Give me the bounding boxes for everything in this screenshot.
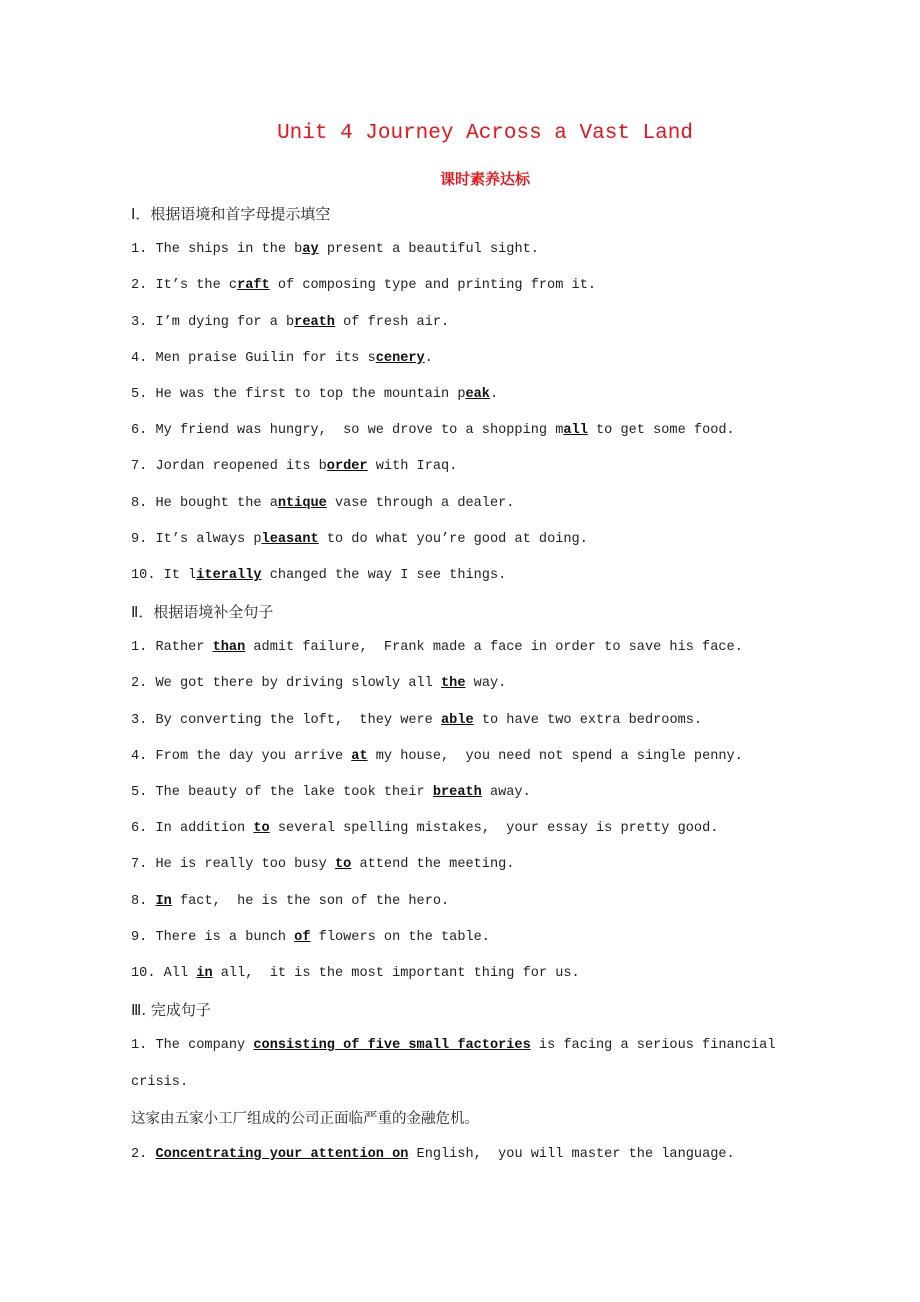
item-answer: leasant (261, 531, 319, 547)
exercise-item (131, 634, 791, 670)
exercise-item (131, 236, 791, 272)
item-continuation: crisis. (131, 1074, 189, 1090)
item-text-before: It’s always p (147, 531, 262, 547)
item-text-before: My friend was hungry, so we drove to a shopping m (147, 423, 564, 439)
item-text-after: English, you will master the language. (408, 1146, 735, 1162)
item-text-before: He was the first to top the mountain p (147, 386, 466, 402)
item-number: 8. (131, 893, 148, 909)
item-text-before: There is a bunch (147, 929, 295, 945)
item-translation: 这家由五家小工厂组成的公司正面临严重的金融危机。 (131, 1110, 479, 1127)
document-subtitle: 课时素养达标 (439, 170, 530, 188)
item-answer: iterally (196, 567, 262, 583)
item-answer: the (441, 676, 466, 692)
item-answer: cenery (375, 350, 425, 366)
item-number: 10. (131, 567, 156, 583)
item-text-after: fact, he is the son of the hero. (171, 893, 450, 909)
item-number: 6. (131, 821, 148, 837)
item-text-before: Jordan reopened its b (147, 459, 327, 475)
item-number: 6. (131, 423, 148, 439)
item-text-before: From the day you arrive (147, 748, 352, 764)
item-text-after: way. (465, 676, 507, 692)
item-text-after: of fresh air. (334, 314, 450, 330)
item-text-after: of composing type and printing from it. (269, 278, 597, 294)
item-text-before: Rather (147, 640, 213, 656)
item-text-before (147, 894, 155, 909)
item-text-after: . (424, 350, 433, 366)
section-heading: Ⅲ. 完成句子 (131, 1001, 211, 1020)
item-number: 9. (131, 531, 148, 547)
item-number: 1. (131, 640, 148, 656)
item-number: 9. (131, 929, 148, 945)
item-number: 1. (131, 242, 148, 258)
item-answer: than (212, 640, 246, 656)
exercise-item (131, 888, 791, 924)
item-text-after: with Iraq. (367, 459, 458, 475)
item-text-after: several spelling mistakes, your essay is pretty good. (269, 821, 719, 837)
item-number: 2. (131, 278, 148, 294)
item-text-after: away. (481, 785, 531, 800)
item-answer: to (253, 821, 270, 837)
item-number: 8. (131, 495, 148, 511)
item-text-before: All (155, 965, 197, 981)
item-answer: consisting of five small factories (253, 1038, 531, 1054)
item-answer: to (334, 857, 352, 873)
item-text-after: vase through a dealer. (326, 495, 515, 511)
document-title: Unit 4 Journey Across a Vast Land (277, 122, 693, 145)
section-heading: Ⅰ．根据语境和首字母提示填空 (131, 205, 331, 223)
item-number: 7. (131, 857, 148, 873)
item-text-after: to get some food. (587, 423, 735, 439)
item-number: 5. (131, 386, 148, 402)
exercise-item (131, 345, 791, 381)
exercise-item (131, 1032, 791, 1068)
exercise-item (131, 779, 791, 815)
exercise-item (131, 670, 791, 706)
item-text-after: is facing a serious financial (530, 1038, 776, 1054)
item-text-before: In addition (147, 821, 254, 837)
exercise-item (131, 309, 791, 345)
exercise-body (131, 200, 791, 1177)
item-answer: eak (465, 386, 490, 402)
item-text-before: The ships in the b (147, 242, 303, 258)
item-answer: ntique (277, 495, 327, 511)
item-text-before: It’s the c (147, 278, 238, 294)
item-text-before: We got there by driving slowly all (147, 676, 442, 692)
item-answer: able (441, 712, 474, 728)
item-number: 7. (131, 459, 148, 475)
item-text-after: . (489, 386, 499, 402)
exercise-item (131, 960, 791, 996)
item-answer: In (155, 893, 172, 909)
exercise-item (131, 381, 791, 417)
item-text-after: present a beautiful sight. (318, 242, 539, 258)
item-text-before: He is really too busy (147, 857, 335, 873)
exercise-item (131, 815, 791, 851)
item-answer: breath (432, 785, 482, 800)
exercise-item (131, 526, 791, 562)
exercise-item (131, 490, 791, 526)
item-text-before: By converting the loft, they were (147, 712, 442, 728)
exercise-item (131, 272, 791, 308)
item-text-before: The company (147, 1038, 254, 1054)
exercise-item (131, 417, 791, 453)
item-text-after: to have two extra bedrooms. (473, 712, 703, 728)
item-answer: of (294, 929, 311, 945)
item-answer: raft (237, 278, 270, 294)
item-answer: reath (294, 314, 335, 330)
item-text-before (147, 1147, 155, 1162)
exercise-item (131, 743, 791, 779)
item-answer: order (326, 459, 368, 475)
item-text-before: I’m dying for a b (147, 314, 295, 330)
item-text-after: admit failure, Frank made a face in order to save his face. (245, 640, 743, 656)
exercise-item (131, 562, 791, 598)
exercise-item (131, 924, 791, 960)
item-text-after: flowers on the table. (310, 929, 490, 945)
exercise-item (131, 707, 791, 743)
item-text-before: Men praise Guilin for its s (147, 350, 376, 366)
item-text-after: changed the way I see things. (261, 567, 507, 583)
item-number: 2. (131, 1146, 148, 1162)
item-text-before: He bought the a (147, 495, 278, 511)
item-number: 1. (131, 1038, 148, 1054)
exercise-item (131, 851, 791, 887)
item-answer: all (563, 423, 588, 439)
item-text-after: attend the meeting. (351, 857, 515, 873)
item-text-after: to do what you’re good at doing. (318, 531, 588, 547)
item-answer: ay (302, 242, 319, 258)
item-number: 4. (131, 748, 148, 764)
item-number: 5. (131, 785, 148, 800)
item-text-before: The beauty of the lake took their (147, 785, 433, 800)
exercise-item (131, 1141, 791, 1177)
item-text-before: It l (155, 567, 197, 583)
item-answer: Concentrating your attention on (155, 1146, 409, 1162)
section-heading: Ⅱ．根据语境补全句子 (131, 603, 274, 622)
item-answer: at (351, 748, 368, 764)
item-text-after: all, it is the most important thing for us. (212, 965, 580, 981)
item-number: 3. (131, 314, 148, 330)
item-number: 10. (131, 965, 156, 981)
exercise-item (131, 453, 791, 489)
item-number: 2. (131, 676, 148, 692)
item-answer: in (196, 965, 213, 981)
item-number: 3. (131, 712, 148, 728)
item-number: 4. (131, 350, 148, 366)
item-text-after: my house, you need not spend a single penny. (367, 748, 743, 764)
